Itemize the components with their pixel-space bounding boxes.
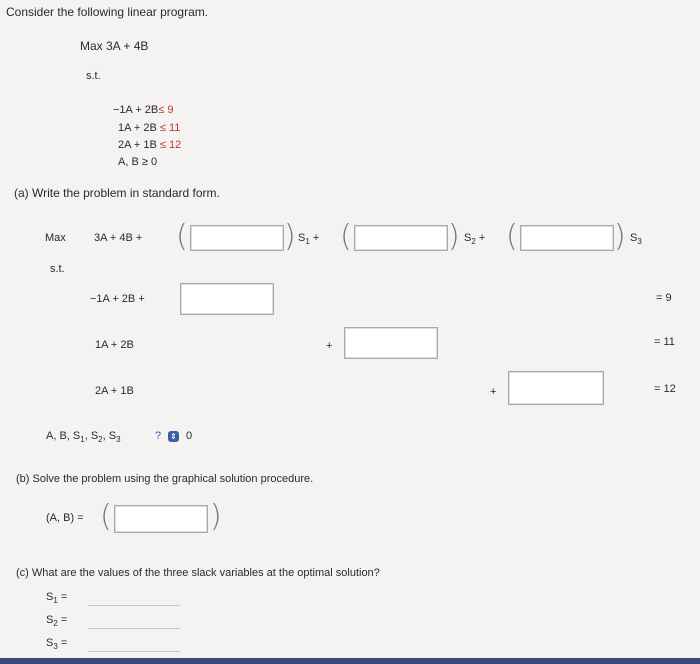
row1-s1-input[interactable] [180, 283, 274, 315]
row3-s3-input[interactable] [508, 371, 604, 405]
dropdown-icon[interactable]: ⇕ [168, 431, 179, 442]
ab-input[interactable] [114, 505, 208, 533]
st-label: s.t. [86, 70, 101, 82]
close-paren-1: ) [284, 219, 296, 254]
constraint-4: A, B ≥ 0 [118, 156, 158, 168]
row2-rhs: = 11 [654, 336, 675, 348]
open-paren-1: ( [176, 219, 188, 254]
st-label-a: s.t. [50, 263, 65, 275]
s3-coefficient-input[interactable] [520, 225, 614, 251]
objective-expression: 3A + 4B + [94, 232, 143, 244]
row2-plus: + [326, 340, 333, 352]
open-paren-b: ( [100, 499, 112, 534]
nonneg-vars: A, B, $S_1$, $S_2$, $S_3$ [46, 430, 121, 445]
open-paren-3: ( [506, 219, 518, 254]
part-b-label: (b) Solve the problem using the graphical solution procedure. [16, 473, 314, 485]
s3-answer-label: $S_3$ = [46, 637, 68, 652]
s2-coefficient-input[interactable] [354, 225, 448, 251]
row3-rhs: = 12 [654, 383, 676, 395]
row2-expression: 1A + 2B [95, 339, 134, 351]
intro-text: Consider the following linear program. [6, 5, 209, 19]
row3-expression: 2A + 1B [95, 385, 134, 397]
s1-var: $S_1$ + [298, 232, 320, 247]
objective: Max 3A + 4B [80, 39, 149, 53]
close-paren-3: ) [614, 219, 626, 254]
nonneg-zero: 0 [186, 430, 193, 442]
inequality-select[interactable]: ? [155, 430, 162, 442]
part-a-label: (a) Write the problem in standard form. [14, 186, 220, 200]
row1-expression: −1A + 2B + [90, 293, 145, 305]
s2-answer-label: $S_2$ = [46, 614, 68, 629]
constraint-2: 1A + 2B ≤ 11 [118, 122, 181, 134]
constraint-3: 2A + 1B ≤ 12 [118, 139, 182, 151]
close-paren-2: ) [448, 219, 460, 254]
s1-coefficient-input[interactable] [190, 225, 284, 251]
row2-s2-input[interactable] [344, 327, 438, 359]
constraint-1: −1A + 2B≤ 9 [113, 104, 174, 116]
s1-answer-label: $S_1$ = [46, 591, 68, 606]
row1-rhs: = 9 [656, 292, 672, 304]
ab-label: (A, B) = [46, 512, 84, 524]
s3-var: $S_3$ [630, 232, 642, 247]
s1-answer-input[interactable] [88, 591, 180, 606]
close-paren-b: ) [210, 499, 222, 534]
row3-plus: + [490, 386, 497, 398]
s3-answer-input[interactable] [88, 637, 180, 652]
part-c-label: (c) What are the values of the three slack variables at the optimal solution? [16, 567, 380, 579]
max-label: Max [45, 232, 66, 244]
open-paren-2: ( [340, 219, 352, 254]
bottom-bar [0, 658, 700, 664]
s2-var: $S_2$ + [464, 232, 486, 247]
s2-answer-input[interactable] [88, 614, 180, 629]
